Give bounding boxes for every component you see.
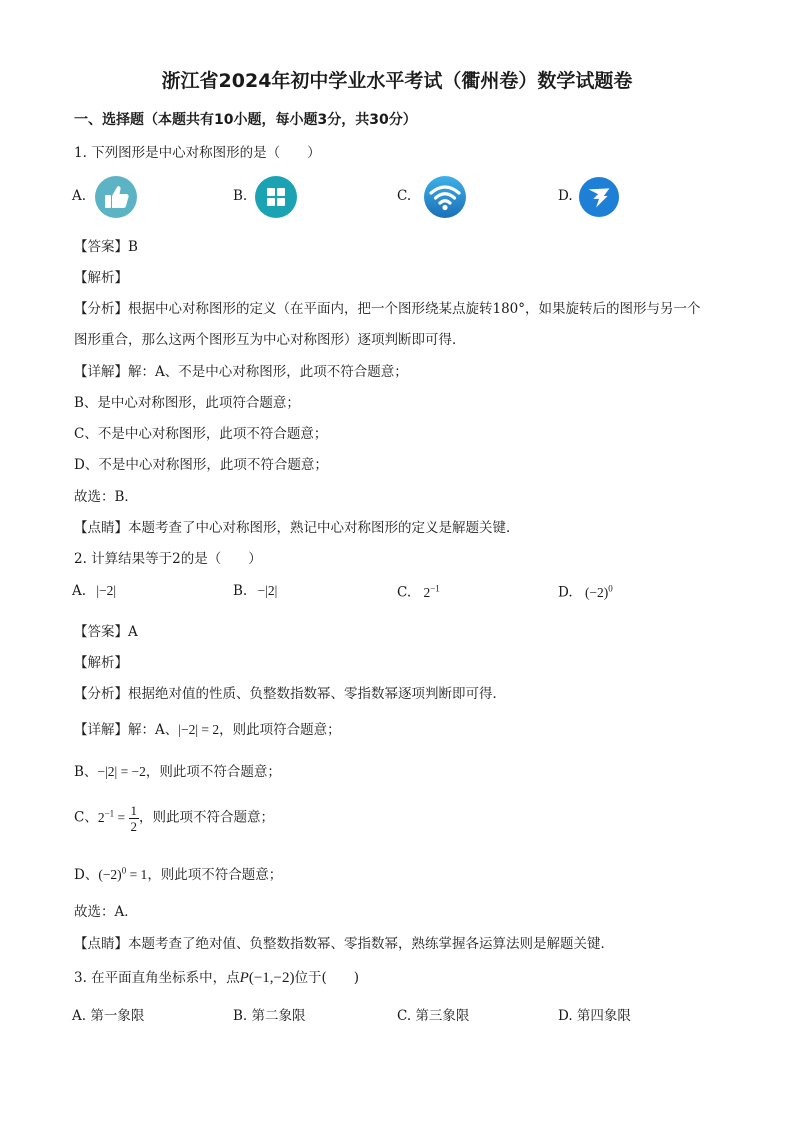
q3-option-c: C. 第三象限	[397, 1008, 470, 1024]
q2-detail-c	[74, 803, 274, 834]
q2-option-c	[397, 583, 440, 601]
wifi-icon	[423, 175, 467, 219]
page-title: 浙江省2024年初中学业水平考试（衢州卷）数学试题卷	[161, 70, 633, 92]
q3-stem-suffix: 位于( )	[294, 970, 360, 986]
q2-detail-c-prefix: C、	[74, 809, 98, 826]
q2-detail-c-suffix: ，则此项不符合题意；	[139, 809, 275, 826]
q2-option-b	[233, 583, 277, 599]
q1-analysis-line-1: 【分析】根据中心对称图形的定义（在平面内，把一个图形绕某点旋转180°，如果旋转后的图形与另一个	[74, 301, 701, 317]
q1-comment: 【点睛】本题考查了中心对称图形，熟记中心对称图形的定义是解题关键．	[74, 520, 520, 536]
q2-comment: 【点睛】本题考查了绝对值、负整数指数幂、零指数幂，熟练掌握各运算法则是解题关键．	[74, 936, 614, 952]
q3-option-b: B. 第二象限	[233, 1008, 306, 1024]
grid-squares-icon	[254, 175, 298, 219]
q1-conclusion: 故选：B．	[74, 489, 138, 505]
q1-option-d-label: D.	[558, 188, 573, 204]
section-heading: 一、选择题（本题共有10小题，每小题3分，共30分）	[74, 112, 417, 128]
q2-option-d	[558, 583, 613, 601]
bird-icon	[578, 176, 622, 220]
q1-detail-b: B、是中心对称图形，此项符合题意；	[74, 395, 300, 411]
q2-option-d-expr: $(-2)^0$	[584, 583, 613, 600]
q2-option-c-label: C.	[397, 584, 412, 601]
q2-detail-c-expr: $2^{-1}$ = $\frac{1}{2}$	[97, 803, 138, 834]
q2-detail-b-prefix: B、	[74, 764, 98, 780]
q1-answer: 【答案】B	[74, 239, 138, 255]
q2-option-b-label: B.	[233, 583, 248, 599]
q2-detail-d	[74, 863, 282, 883]
q2-option-a-label: A.	[72, 583, 87, 599]
q2-jiexi: 【解析】	[74, 655, 128, 671]
q2-detail-d-expr: $(-2)^0 = 1$	[98, 865, 148, 882]
thumbs-up-icon	[94, 175, 138, 219]
q2-detail-a-prefix: 【详解】解：A、	[74, 722, 179, 738]
q1-detail-d: D、不是中心对称图形，此项不符合题意；	[74, 457, 328, 473]
q2-detail-d-prefix: D、	[74, 867, 99, 883]
q1-jiexi: 【解析】	[74, 270, 128, 286]
q3-stem-prefix: 3. 在平面直角坐标系中，点	[74, 970, 240, 986]
q2-detail-a-expr: |−2| = 2	[178, 722, 220, 737]
q2-detail-d-suffix: ，则此项不符合题意；	[147, 867, 283, 883]
q1-detail: 【详解】解：A、不是中心对称图形，此项不符合题意；	[74, 364, 408, 380]
q3-option-d: D. 第四象限	[558, 1008, 631, 1024]
q3-option-a: A. 第一象限	[72, 1008, 145, 1024]
q1-option-c-label: C.	[397, 188, 412, 204]
q2-conclusion: 故选：A．	[74, 904, 138, 920]
q1-analysis-line-2: 图形重合，那么这两个图形互为中心对称图形）逐项判断即可得．	[74, 332, 466, 348]
q2-detail-b	[74, 760, 281, 780]
q1-detail-c: C、不是中心对称图形，此项不符合题意；	[74, 426, 328, 442]
q2-option-a-expr: |−2|	[96, 583, 117, 598]
q2-detail-b-suffix: ，则此项不符合题意；	[145, 764, 281, 780]
q1-option-a-label: A.	[72, 188, 87, 204]
q2-option-d-label: D.	[558, 584, 573, 601]
q2-detail-b-expr: −|2| = −2	[97, 764, 146, 779]
q2-analysis: 【分析】根据绝对值的性质、负整数指数幂、零指数幂逐项判断即可得．	[74, 686, 506, 702]
q2-answer: 【答案】A	[74, 624, 138, 640]
q2-detail-a-suffix: ，则此项符合题意；	[219, 722, 341, 738]
q2-detail-a	[74, 718, 341, 738]
q2-option-b-expr: −|2|	[257, 583, 278, 598]
q2-option-c-expr: $2^{-1}$	[423, 583, 440, 600]
q2-option-a	[72, 583, 116, 599]
question-3-stem	[74, 966, 359, 987]
question-2-stem: 2. 计算结果等于2的是（ ）	[74, 551, 262, 567]
question-1-stem: 1. 下列图形是中心对称图形的是（ ）	[74, 145, 321, 161]
q3-point-expr: P(−1,−2)	[239, 970, 295, 986]
q1-option-b-label: B.	[233, 188, 248, 204]
